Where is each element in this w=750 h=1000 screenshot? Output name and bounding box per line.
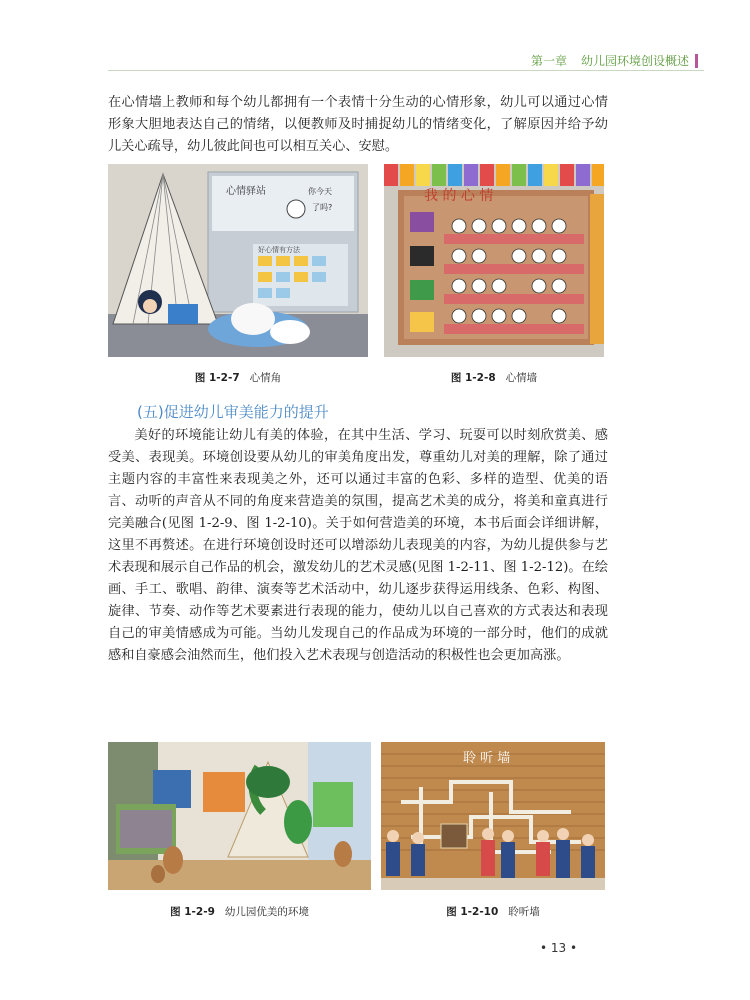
mood-speech-1: 你今天 (308, 187, 332, 196)
caption-fig-1-2-10 (381, 904, 605, 919)
caption-fig-1-2-8 (384, 370, 604, 385)
caption-title: 幼儿园优美的环境 (224, 906, 309, 918)
running-header (531, 52, 698, 69)
caption-number: 图 1-2-9 (170, 906, 215, 918)
pencil-border-top (384, 164, 604, 186)
listening-wall-illustration (381, 742, 605, 890)
photo-mood-corner (108, 164, 368, 357)
header-divider (108, 70, 704, 71)
section-body: 美好的环境能让幼儿有美的体验，在其中生活、学习、玩耍可以时刻欣赏美、感受美、表现美。环境创设要从幼儿的审美角度出发，尊重幼儿对美的理解，除了通过主题内容的丰富性来表现美之外，还可以通过丰富的色彩、多样的造型、优美的语言、动听的声音从不同的角度来营造美的氛围，提高艺术美的成分，将美和童真进行完美融合(见图 1-2-9、图 1-2-10)。关于如何营造美的环境，本书后面会详细讲解，这里不再赘述。在进行环境创设时还可以增添幼儿表现美的内容，为幼儿提供参与艺术表现和展示自己作品的机会，激发幼儿的艺术灵感(见图 1-2-11、图 1-2-12)。在绘画、手工、歌唱、韵律、演奏等艺术活动中，幼儿逐步获得运用线条、色彩、构图、旋律、节奏、动作等艺术要素进行表现的能力，使幼儿以自己喜欢的方式表达和表现自己的审美情感成为可能。当幼儿发现自己的作品成为环境的一部分时，他们的成就感和自豪感会油然而生，他们投入艺术表现与创造活动的积极性也会更加高涨。 (108, 428, 608, 663)
caption-fig-1-2-7 (108, 370, 368, 385)
caption-number: 图 1-2-10 (446, 906, 499, 918)
mood-board-subtitle: 好心情有方法 (258, 246, 300, 254)
header-accent-bar (695, 54, 698, 68)
chapter-label: 第一章 (530, 54, 567, 68)
caption-fig-1-2-9 (108, 904, 371, 919)
photo-listening-wall (381, 742, 605, 890)
mood-board-title: 心情驿站 (226, 186, 266, 197)
mood-wall-illustration (384, 164, 604, 357)
page-number: • 13 • (540, 941, 578, 955)
caption-number: 图 1-2-8 (450, 372, 496, 384)
photo-beautiful-environment (108, 742, 371, 890)
section-heading: (五)促进幼儿审美能力的提升 (137, 403, 329, 421)
mood-speech-2: 了吗? (312, 203, 333, 212)
mood-corner-illustration (108, 164, 368, 357)
chapter-title: 幼儿园环境创设概述 (580, 54, 689, 68)
caption-number: 图 1-2-7 (194, 372, 240, 384)
environment-illustration (108, 742, 371, 890)
mood-wall-title: 我 的 心 情 (424, 188, 494, 204)
caption-title: 心情墙 (505, 372, 538, 384)
intro-paragraph: 在心情墙上教师和每个幼儿都拥有一个表情十分生动的心情形象，幼儿可以通过心情形象大胆地表达自己的情绪，以便教师及时捕捉幼儿的情绪变化，了解原因并给予幼儿关心疏导，幼儿彼此间也可以相互关心、安慰。 (108, 95, 608, 154)
caption-title: 聆听墙 (508, 906, 540, 918)
photo-mood-wall (384, 164, 604, 357)
caption-title: 心情角 (249, 372, 282, 384)
listening-wall-title: 聆 听 墙 (463, 751, 511, 766)
